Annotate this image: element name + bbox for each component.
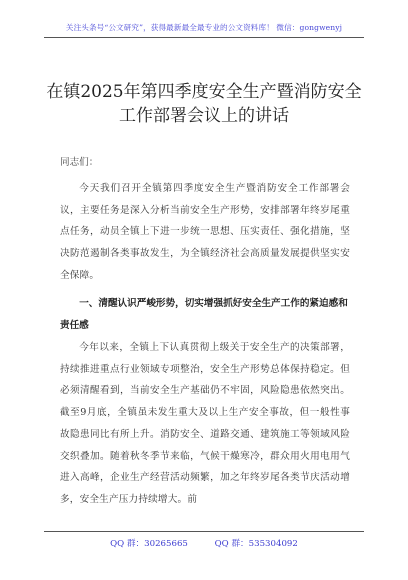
salutation: 同志们： <box>60 157 99 168</box>
footer-qq-group-1: QQ 群：30265665 <box>110 539 188 549</box>
paragraph-situation: 今年以来，全镇上下认真贯彻上级关于安全生产的决策部署，持续推进重点行业领域专项整治，安全生产形势总体保持稳定。但必须清醒看到，当前安全生产基础仍不牢固，风险隐患依然突出。截至9月底，全镇虽未发生重大及以上生产安全事故，但一般性事故隐患同比有所上升。消防安全、道路交通、建筑施工等领域风险交织叠加。随着秋冬季节来临，气候干燥寒冷，群众用火用电用气进入高峰，企业生产经营活动频繁，加之年终岁尾各类节庆活动增多，安全生产压力持续增大。前 <box>60 342 350 505</box>
header-note: 关注头条号“公文研究”，获得最新最全最专业的公文资料库！ 微信：gongwenyj <box>65 23 343 32</box>
document-title: 在镇2025年第四季度安全生产暨消防安全工作部署会议上的讲话 <box>46 82 362 126</box>
paragraph-intro: 今天我们召开全镇第四季度安全生产暨消防安全工作部署会议，主要任务是深入分析当前安全生产形势，安排部署年终岁尾重点任务，动员全镇上下进一步统一思想、压实责任、强化措施，坚决防范遏制各类事故发生，为全镇经济社会高质量发展提供坚实安全保障。 <box>60 183 350 281</box>
footer <box>0 537 408 549</box>
footer-divider <box>44 531 364 532</box>
section-heading: 一、清醒认识严峻形势，切实增强抓好安全生产工作的紧迫感和责任感 <box>60 298 348 331</box>
footer-qq-group-2: QQ 群：535304092 <box>214 539 298 549</box>
header-divider <box>44 37 364 38</box>
